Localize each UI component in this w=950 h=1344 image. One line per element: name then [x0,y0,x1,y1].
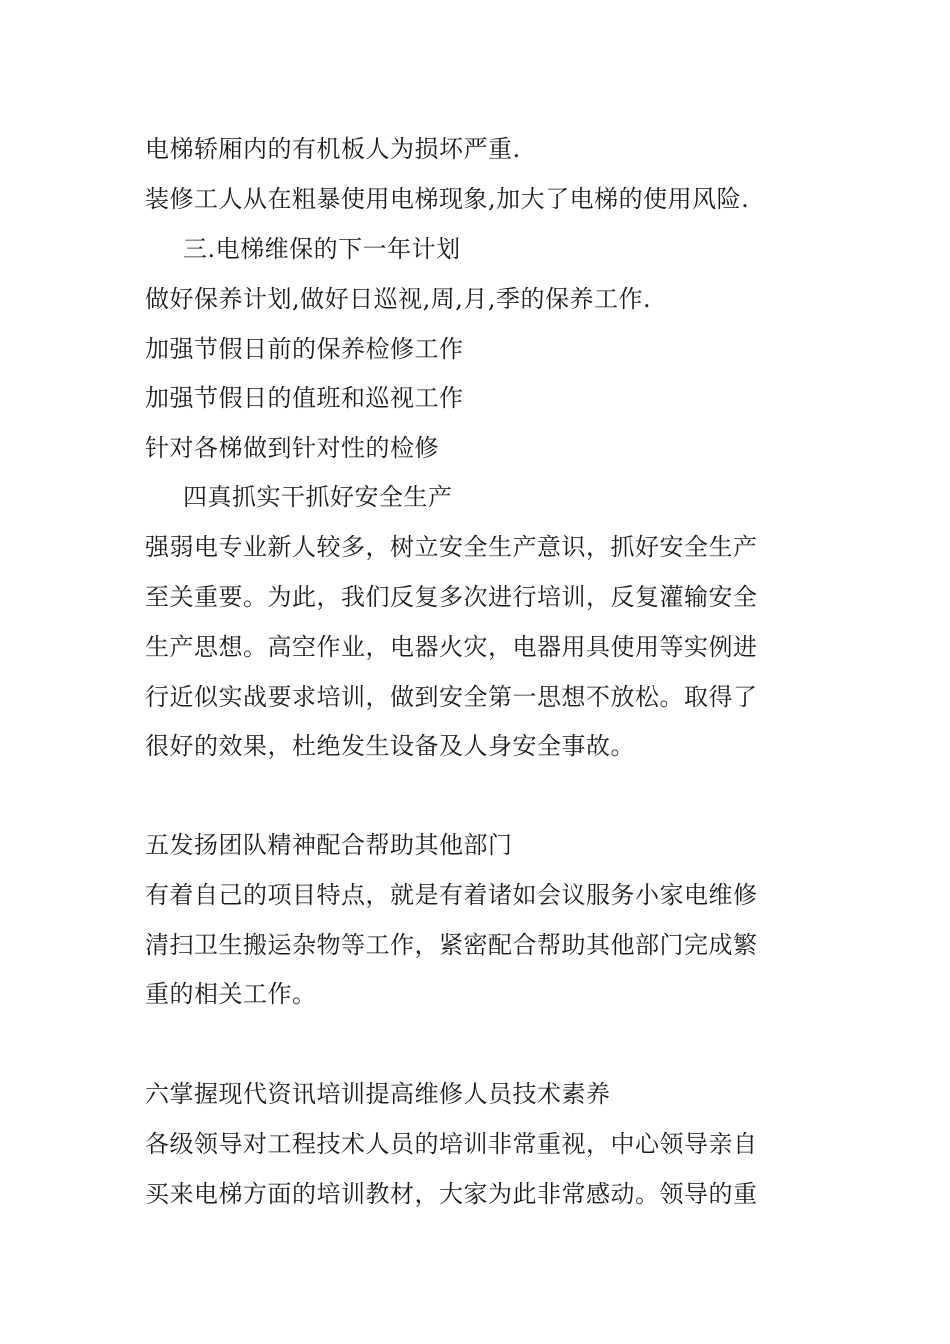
paragraph-line: 买来电梯方面的培训教材，大家为此非常感动。领导的重 [145,1180,758,1208]
paragraph-line: 加强节假日的值班和巡视工作 [145,384,464,412]
paragraph-line: 各级领导对工程技术人员的培训非常重视，中心领导亲自 [145,1130,758,1158]
paragraph-line: 很好的效果，杜绝发生设备及人身安全事故。 [145,732,635,760]
paragraph-line: 至关重要。为此，我们反复多次进行培训，反复灌输安全 [145,583,758,611]
section-heading: 五发扬团队精神配合帮助其他部门 [145,831,513,859]
paragraph-line: 装修工人从在粗暴使用电梯现象,加大了电梯的使用风险. [145,185,750,213]
paragraph-line: 有着自己的项目特点，就是有着诸如会议服务小家电维修 [145,881,758,909]
paragraph-line: 针对各梯做到针对性的检修 [145,434,439,462]
paragraph-line: 清扫卫生搬运杂物等工作，紧密配合帮助其他部门完成繁 [145,931,758,959]
paragraph-line: 行近似实战要求培训，做到安全第一思想不放松。取得了 [145,683,758,711]
paragraph-line: 重的相关工作。 [145,980,317,1008]
section-heading: 三.电梯维保的下一年计划 [183,235,461,263]
section-heading: 四真抓实干抓好安全生产 [183,483,453,511]
paragraph-line: 加强节假日前的保养检修工作 [145,335,464,363]
paragraph-line: 电梯轿厢内的有机板人为损坏严重. [145,135,521,163]
paragraph-line: 做好保养计划,做好日巡视,周,月,季的保养工作. [145,285,652,313]
paragraph-line: 生产思想。高空作业，电器火灾，电器用具使用等实例进 [145,633,758,661]
paragraph-line: 强弱电专业新人较多，树立安全生产意识，抓好安全生产 [145,533,758,561]
section-heading: 六掌握现代资讯培训提高维修人员技术素养 [145,1080,611,1108]
